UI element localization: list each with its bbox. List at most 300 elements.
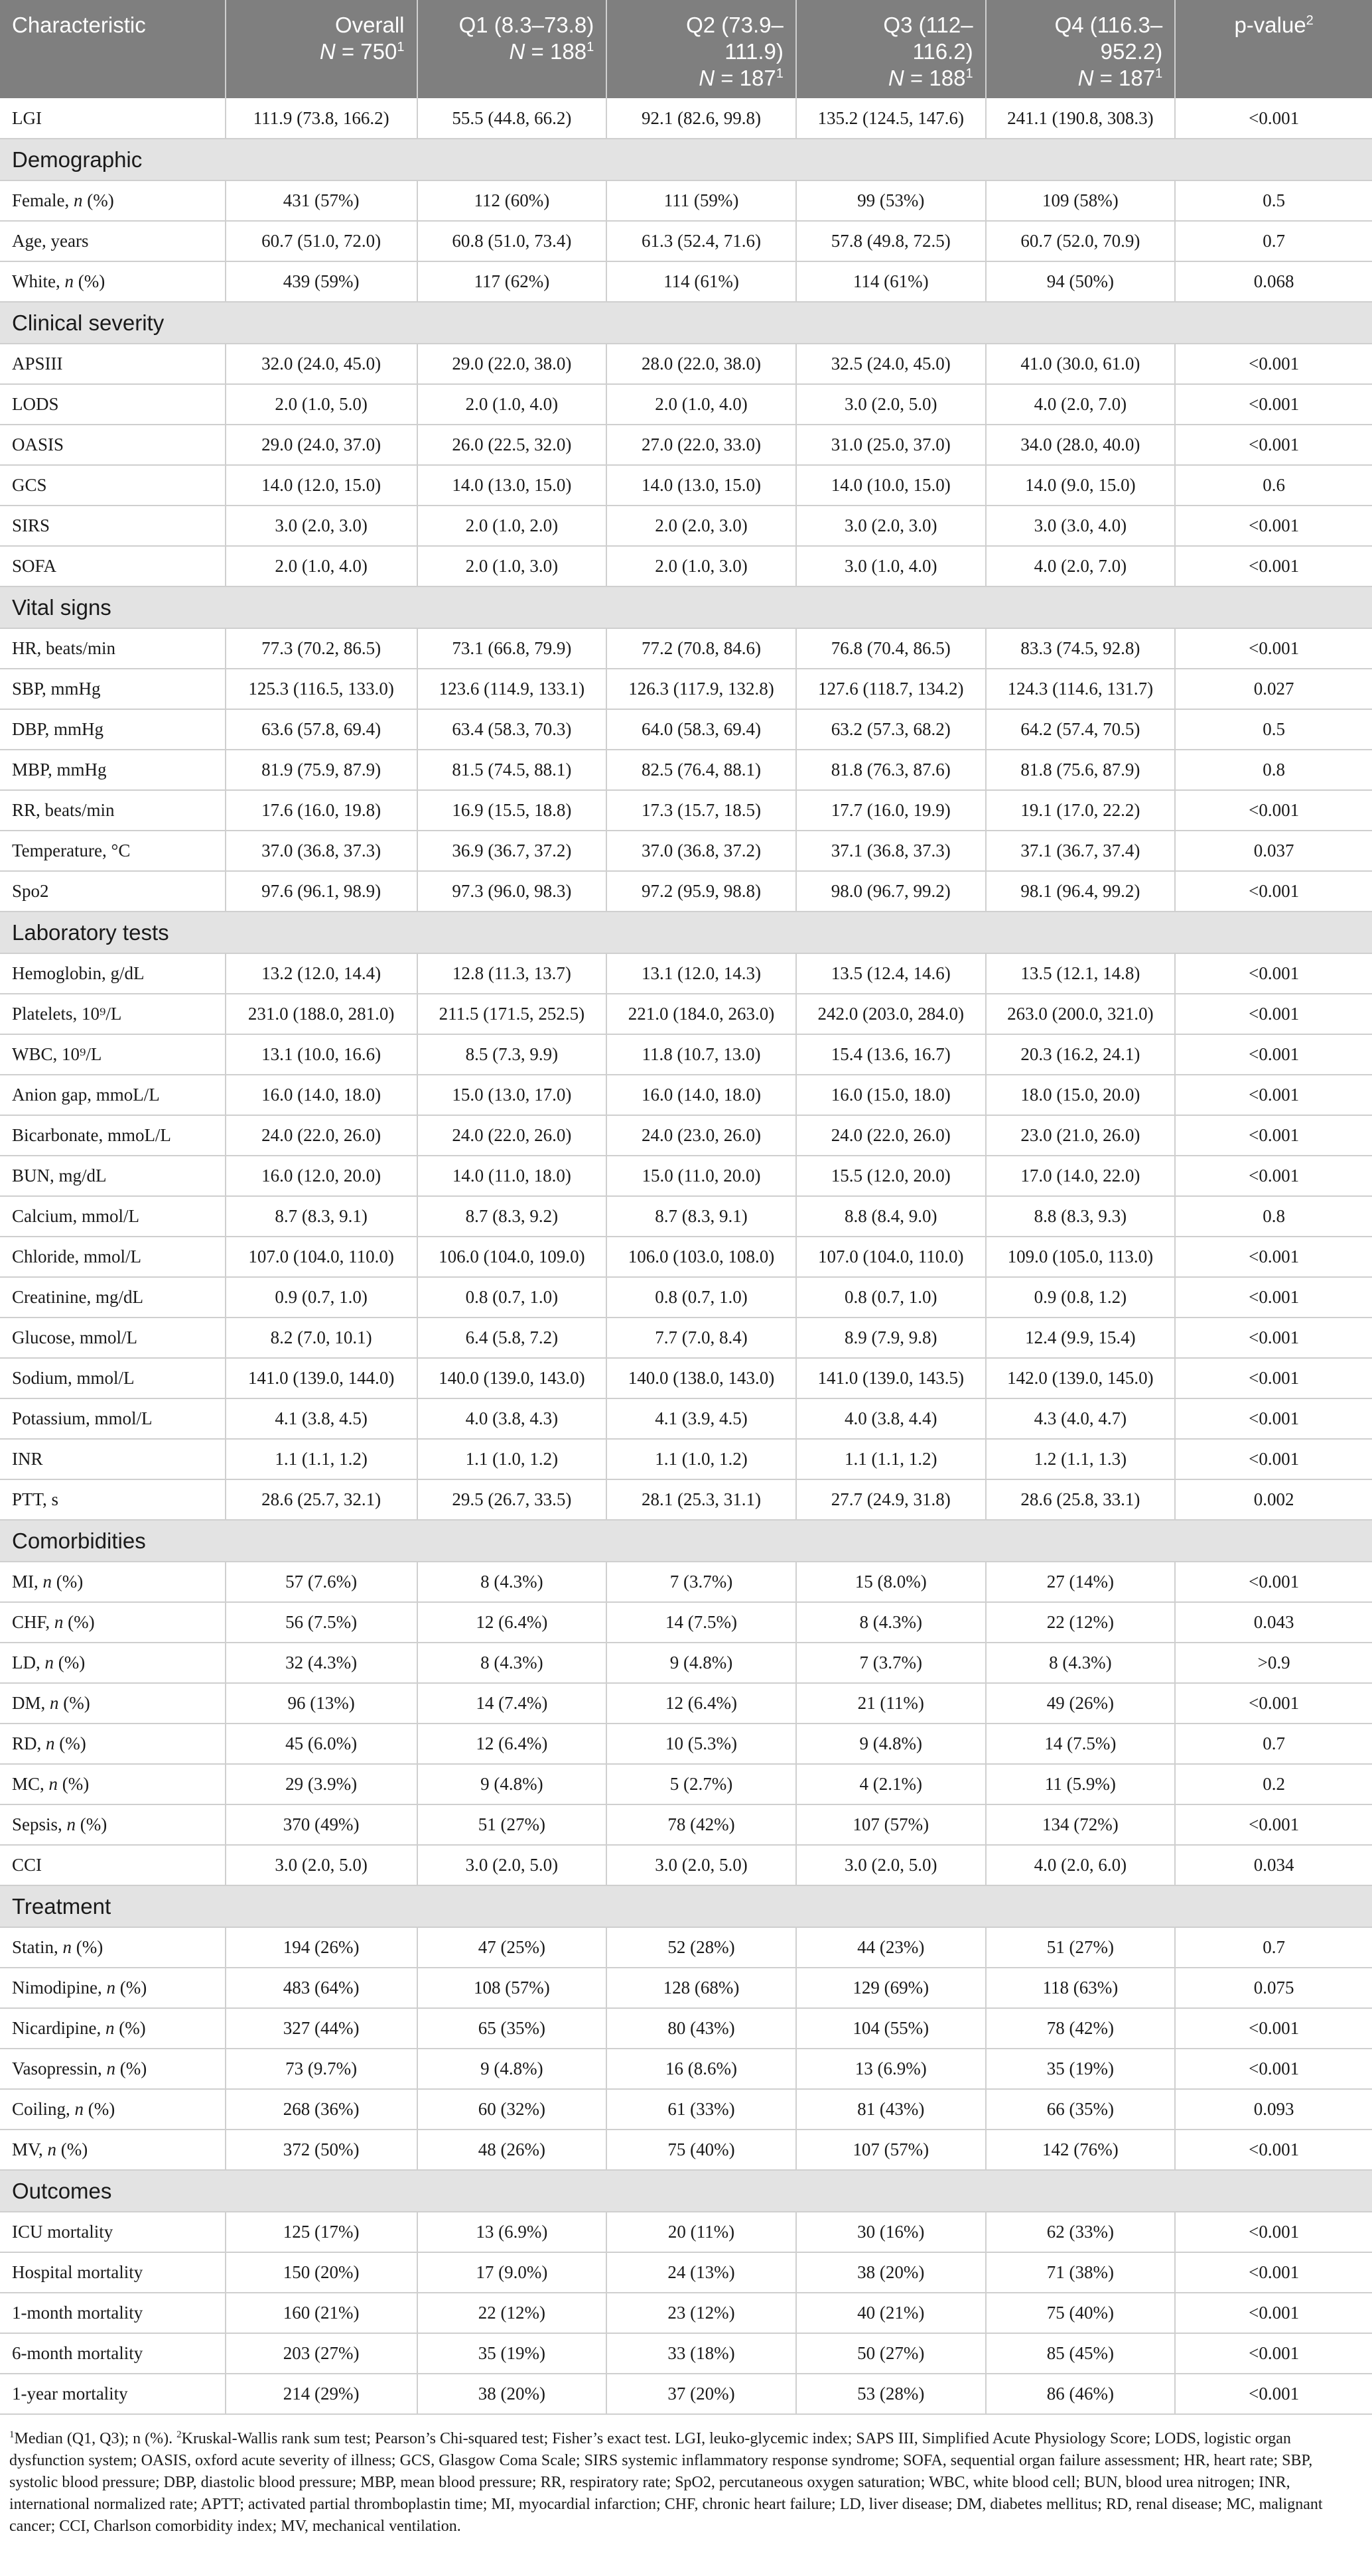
value-cell: 55.5 (44.8, 66.2) — [417, 98, 607, 139]
table-row — [0, 1115, 1372, 1156]
value-cell: 78 (42%) — [606, 1804, 796, 1845]
value-cell: 241.1 (190.8, 308.3) — [986, 98, 1176, 139]
value-cell: 22 (12%) — [986, 1602, 1176, 1643]
value-cell: 63.2 (57.3, 68.2) — [796, 709, 986, 750]
row-label: Glucose, mmol/L — [0, 1318, 226, 1358]
value-cell: 96 (13%) — [226, 1683, 417, 1724]
value-cell: 27.0 (22.0, 33.0) — [606, 425, 796, 465]
p-value-cell: <0.001 — [1175, 1034, 1372, 1075]
row-label: Hemoglobin, g/dL — [0, 953, 226, 994]
value-cell: 140.0 (139.0, 143.0) — [417, 1358, 607, 1398]
p-value-cell: 0.7 — [1175, 1927, 1372, 1968]
footnote-marker-1: 1 — [9, 2429, 15, 2440]
value-cell: 99 (53%) — [796, 180, 986, 221]
value-cell: 141.0 (139.0, 144.0) — [226, 1358, 417, 1398]
p-value-cell: <0.001 — [1175, 2333, 1372, 2374]
value-cell: 40 (21%) — [796, 2293, 986, 2333]
value-cell: 73 (9.7%) — [226, 2049, 417, 2089]
value-cell: 62 (33%) — [986, 2212, 1176, 2252]
value-cell: 98.0 (96.7, 99.2) — [796, 871, 986, 912]
p-value-cell: <0.001 — [1175, 1439, 1372, 1479]
value-cell: 211.5 (171.5, 252.5) — [417, 994, 607, 1034]
value-cell: 242.0 (203.0, 284.0) — [796, 994, 986, 1034]
value-cell: 35 (19%) — [417, 2333, 607, 2374]
p-value-cell: <0.001 — [1175, 1075, 1372, 1115]
p-value-cell: <0.001 — [1175, 1115, 1372, 1156]
table-row — [0, 261, 1372, 302]
header-cell — [606, 0, 796, 98]
table-row — [0, 2374, 1372, 2414]
row-label: Vasopressin, n (%) — [0, 2049, 226, 2089]
value-cell: 30 (16%) — [796, 2212, 986, 2252]
value-cell: 41.0 (30.0, 61.0) — [986, 344, 1176, 384]
p-value-cell: 0.2 — [1175, 1764, 1372, 1804]
value-cell: 4.1 (3.8, 4.5) — [226, 1398, 417, 1439]
value-cell: 57 (7.6%) — [226, 1562, 417, 1602]
value-cell: 20.3 (16.2, 24.1) — [986, 1034, 1176, 1075]
p-value-cell: <0.001 — [1175, 2049, 1372, 2089]
row-label: MV, n (%) — [0, 2130, 226, 2170]
value-cell: 3.0 (2.0, 3.0) — [226, 506, 417, 546]
value-cell: 1.1 (1.0, 1.2) — [417, 1439, 607, 1479]
value-cell: 13 (6.9%) — [417, 2212, 607, 2252]
row-label: Temperature, °C — [0, 831, 226, 871]
header-footnote-marker: 1 — [586, 40, 594, 54]
row-label: RR, beats/min — [0, 790, 226, 831]
table-row — [0, 98, 1372, 139]
p-value-cell: 0.043 — [1175, 1602, 1372, 1643]
value-cell: 77.3 (70.2, 86.5) — [226, 628, 417, 669]
p-value-cell: 0.5 — [1175, 180, 1372, 221]
value-cell: 50 (27%) — [796, 2333, 986, 2374]
value-cell: 134 (72%) — [986, 1804, 1176, 1845]
value-cell: 17.7 (16.0, 19.9) — [796, 790, 986, 831]
section-label: Laboratory tests — [0, 912, 1372, 953]
section-label: Vital signs — [0, 586, 1372, 628]
row-label: Anion gap, mmoL/L — [0, 1075, 226, 1115]
value-cell: 106.0 (103.0, 108.0) — [606, 1237, 796, 1277]
section-row — [0, 912, 1372, 953]
value-cell: 44 (23%) — [796, 1927, 986, 1968]
row-label: 1-month mortality — [0, 2293, 226, 2333]
value-cell: 28.0 (22.0, 38.0) — [606, 344, 796, 384]
value-cell: 194 (26%) — [226, 1927, 417, 1968]
p-value-cell: <0.001 — [1175, 871, 1372, 912]
table-row — [0, 1277, 1372, 1318]
table-row — [0, 1927, 1372, 1968]
value-cell: 19.1 (17.0, 22.2) — [986, 790, 1176, 831]
value-cell: 4.3 (4.0, 4.7) — [986, 1398, 1176, 1439]
value-cell: 5 (2.7%) — [606, 1764, 796, 1804]
value-cell: 29.0 (24.0, 37.0) — [226, 425, 417, 465]
value-cell: 14.0 (13.0, 15.0) — [606, 465, 796, 506]
value-cell: 28.6 (25.8, 33.1) — [986, 1479, 1176, 1520]
value-cell: 114 (61%) — [796, 261, 986, 302]
value-cell: 141.0 (139.0, 143.5) — [796, 1358, 986, 1398]
header-line-1: Q1 (8.3–73.8) — [458, 13, 594, 37]
section-row — [0, 2170, 1372, 2212]
row-label: MC, n (%) — [0, 1764, 226, 1804]
value-cell: 27.7 (24.9, 31.8) — [796, 1479, 986, 1520]
value-cell: 29.0 (22.0, 38.0) — [417, 344, 607, 384]
value-cell: 49 (26%) — [986, 1683, 1176, 1724]
value-cell: 92.1 (82.6, 99.8) — [606, 98, 796, 139]
value-cell: 33 (18%) — [606, 2333, 796, 2374]
value-cell: 125.3 (116.5, 133.0) — [226, 669, 417, 709]
value-cell: 2.0 (2.0, 3.0) — [606, 506, 796, 546]
value-cell: 268 (36%) — [226, 2089, 417, 2130]
value-cell: 14 (7.5%) — [606, 1602, 796, 1643]
value-cell: 15.0 (11.0, 20.0) — [606, 1156, 796, 1196]
value-cell: 14.0 (11.0, 18.0) — [417, 1156, 607, 1196]
value-cell: 11.8 (10.7, 13.0) — [606, 1034, 796, 1075]
section-row — [0, 1885, 1372, 1927]
value-cell: 3.0 (2.0, 5.0) — [796, 1845, 986, 1885]
value-cell: 150 (20%) — [226, 2252, 417, 2293]
table-row — [0, 1643, 1372, 1683]
row-label: LGI — [0, 98, 226, 139]
section-row — [0, 586, 1372, 628]
value-cell: 10 (5.3%) — [606, 1724, 796, 1764]
p-value-cell: <0.001 — [1175, 2252, 1372, 2293]
value-cell: 86 (46%) — [986, 2374, 1176, 2414]
table-row — [0, 2212, 1372, 2252]
table-row — [0, 2130, 1372, 2170]
p-value-cell: 0.002 — [1175, 1479, 1372, 1520]
value-cell: 117 (62%) — [417, 261, 607, 302]
section-row — [0, 139, 1372, 180]
value-cell: 28.6 (25.7, 32.1) — [226, 1479, 417, 1520]
value-cell: 80 (43%) — [606, 2008, 796, 2049]
value-cell: 0.8 (0.7, 1.0) — [606, 1277, 796, 1318]
value-cell: 3.0 (3.0, 4.0) — [986, 506, 1176, 546]
value-cell: 14.0 (13.0, 15.0) — [417, 465, 607, 506]
row-label: CCI — [0, 1845, 226, 1885]
value-cell: 9 (4.8%) — [417, 1764, 607, 1804]
row-label: Hospital mortality — [0, 2252, 226, 2293]
table-row — [0, 750, 1372, 790]
value-cell: 53 (28%) — [796, 2374, 986, 2414]
value-cell: 1.1 (1.1, 1.2) — [226, 1439, 417, 1479]
row-label: SIRS — [0, 506, 226, 546]
value-cell: 4.0 (2.0, 6.0) — [986, 1845, 1176, 1885]
row-label: White, n (%) — [0, 261, 226, 302]
value-cell: 104 (55%) — [796, 2008, 986, 2049]
value-cell: 118 (63%) — [986, 1968, 1176, 2008]
value-cell: 8.7 (8.3, 9.2) — [417, 1196, 607, 1237]
table-row — [0, 1034, 1372, 1075]
value-cell: 12.4 (9.9, 15.4) — [986, 1318, 1176, 1358]
value-cell: 73.1 (66.8, 79.9) — [417, 628, 607, 669]
row-label: PTT, s — [0, 1479, 226, 1520]
row-label: DM, n (%) — [0, 1683, 226, 1724]
value-cell: 1.1 (1.0, 1.2) — [606, 1439, 796, 1479]
value-cell: 15.4 (13.6, 16.7) — [796, 1034, 986, 1075]
p-value-cell: 0.8 — [1175, 1196, 1372, 1237]
p-value-cell: <0.001 — [1175, 1358, 1372, 1398]
table-row — [0, 2089, 1372, 2130]
value-cell: 9 (4.8%) — [417, 2049, 607, 2089]
p-value-cell: 0.068 — [1175, 261, 1372, 302]
header-line-3: N = 187 — [699, 66, 776, 90]
table-row — [0, 1398, 1372, 1439]
value-cell: 51 (27%) — [986, 1927, 1176, 1968]
value-cell: 97.3 (96.0, 98.3) — [417, 871, 607, 912]
value-cell: 38 (20%) — [417, 2374, 607, 2414]
row-label: Statin, n (%) — [0, 1927, 226, 1968]
value-cell: 2.0 (1.0, 5.0) — [226, 384, 417, 425]
value-cell: 231.0 (188.0, 281.0) — [226, 994, 417, 1034]
value-cell: 71 (38%) — [986, 2252, 1176, 2293]
value-cell: 1.1 (1.1, 1.2) — [796, 1439, 986, 1479]
value-cell: 16.0 (12.0, 20.0) — [226, 1156, 417, 1196]
p-value-cell: <0.001 — [1175, 1318, 1372, 1358]
value-cell: 142.0 (139.0, 145.0) — [986, 1358, 1176, 1398]
p-value-cell: <0.001 — [1175, 1237, 1372, 1277]
value-cell: 37.1 (36.7, 37.4) — [986, 831, 1176, 871]
p-value-cell: <0.001 — [1175, 384, 1372, 425]
p-value-cell: <0.001 — [1175, 2008, 1372, 2049]
value-cell: 16.0 (14.0, 18.0) — [226, 1075, 417, 1115]
p-value-cell: >0.9 — [1175, 1643, 1372, 1683]
value-cell: 36.9 (36.7, 37.2) — [417, 831, 607, 871]
value-cell: 14 (7.4%) — [417, 1683, 607, 1724]
header-footnote-marker: 1 — [397, 40, 405, 54]
p-value-cell: 0.034 — [1175, 1845, 1372, 1885]
header-footnote-marker: 1 — [965, 66, 973, 81]
value-cell: 47 (25%) — [417, 1927, 607, 1968]
value-cell: 14.0 (10.0, 15.0) — [796, 465, 986, 506]
row-label: MI, n (%) — [0, 1562, 226, 1602]
p-value-cell: 0.8 — [1175, 750, 1372, 790]
value-cell: 4.0 (2.0, 7.0) — [986, 546, 1176, 586]
value-cell: 109.0 (105.0, 113.0) — [986, 1237, 1176, 1277]
p-value-cell: <0.001 — [1175, 994, 1372, 1034]
value-cell: 28.1 (25.3, 31.1) — [606, 1479, 796, 1520]
section-label: Demographic — [0, 139, 1372, 180]
table-row — [0, 953, 1372, 994]
value-cell: 114 (61%) — [606, 261, 796, 302]
value-cell: 111 (59%) — [606, 180, 796, 221]
row-label: Potassium, mmol/L — [0, 1398, 226, 1439]
row-label: Age, years — [0, 221, 226, 261]
value-cell: 60.7 (51.0, 72.0) — [226, 221, 417, 261]
table-row — [0, 546, 1372, 586]
value-cell: 8.2 (7.0, 10.1) — [226, 1318, 417, 1358]
header-cell — [1175, 0, 1372, 98]
p-value-cell: 0.027 — [1175, 669, 1372, 709]
section-label: Outcomes — [0, 2170, 1372, 2212]
value-cell: 16.0 (15.0, 18.0) — [796, 1075, 986, 1115]
value-cell: 97.6 (96.1, 98.9) — [226, 871, 417, 912]
value-cell: 24 (13%) — [606, 2252, 796, 2293]
row-label: MBP, mmHg — [0, 750, 226, 790]
value-cell: 3.0 (1.0, 4.0) — [796, 546, 986, 586]
value-cell: 37.0 (36.8, 37.2) — [606, 831, 796, 871]
value-cell: 107 (57%) — [796, 1804, 986, 1845]
value-cell: 32.5 (24.0, 45.0) — [796, 344, 986, 384]
value-cell: 0.8 (0.7, 1.0) — [417, 1277, 607, 1318]
value-cell: 8 (4.3%) — [986, 1643, 1176, 1683]
value-cell: 24.0 (22.0, 26.0) — [796, 1115, 986, 1156]
value-cell: 17.6 (16.0, 19.8) — [226, 790, 417, 831]
value-cell: 18.0 (15.0, 20.0) — [986, 1075, 1176, 1115]
table-row — [0, 831, 1372, 871]
value-cell: 129 (69%) — [796, 1968, 986, 2008]
p-value-cell: <0.001 — [1175, 790, 1372, 831]
value-cell: 13.1 (12.0, 14.3) — [606, 953, 796, 994]
value-cell: 263.0 (200.0, 321.0) — [986, 994, 1176, 1034]
row-label: CHF, n (%) — [0, 1602, 226, 1643]
value-cell: 16.0 (14.0, 18.0) — [606, 1075, 796, 1115]
value-cell: 8.8 (8.3, 9.3) — [986, 1196, 1176, 1237]
value-cell: 37 (20%) — [606, 2374, 796, 2414]
value-cell: 81.8 (76.3, 87.6) — [796, 750, 986, 790]
value-cell: 60.7 (52.0, 70.9) — [986, 221, 1176, 261]
value-cell: 13.5 (12.4, 14.6) — [796, 953, 986, 994]
value-cell: 24.0 (22.0, 26.0) — [417, 1115, 607, 1156]
value-cell: 94 (50%) — [986, 261, 1176, 302]
value-cell: 4.0 (3.8, 4.4) — [796, 1398, 986, 1439]
value-cell: 63.4 (58.3, 70.3) — [417, 709, 607, 750]
row-label: SBP, mmHg — [0, 669, 226, 709]
value-cell: 372 (50%) — [226, 2130, 417, 2170]
row-label: BUN, mg/dL — [0, 1156, 226, 1196]
table-body — [0, 98, 1372, 2414]
table-row — [0, 2008, 1372, 2049]
value-cell: 126.3 (117.9, 132.8) — [606, 669, 796, 709]
table-row — [0, 1845, 1372, 1885]
header-line-2: 116.2) — [912, 39, 973, 64]
value-cell: 370 (49%) — [226, 1804, 417, 1845]
row-label: Bicarbonate, mmoL/L — [0, 1115, 226, 1156]
row-label: Chloride, mmol/L — [0, 1237, 226, 1277]
value-cell: 2.0 (1.0, 3.0) — [606, 546, 796, 586]
value-cell: 20 (11%) — [606, 2212, 796, 2252]
value-cell: 203 (27%) — [226, 2333, 417, 2374]
value-cell: 8 (4.3%) — [417, 1643, 607, 1683]
value-cell: 9 (4.8%) — [606, 1643, 796, 1683]
table-row — [0, 628, 1372, 669]
value-cell: 22 (12%) — [417, 2293, 607, 2333]
value-cell: 65 (35%) — [417, 2008, 607, 2049]
table-row — [0, 425, 1372, 465]
value-cell: 29 (3.9%) — [226, 1764, 417, 1804]
value-cell: 17.0 (14.0, 22.0) — [986, 1156, 1176, 1196]
table-row — [0, 344, 1372, 384]
p-value-cell: <0.001 — [1175, 546, 1372, 586]
value-cell: 24.0 (22.0, 26.0) — [226, 1115, 417, 1156]
value-cell: 66 (35%) — [986, 2089, 1176, 2130]
value-cell: 128 (68%) — [606, 1968, 796, 2008]
value-cell: 37.0 (36.8, 37.3) — [226, 831, 417, 871]
header-line-1: Overall — [334, 13, 405, 37]
footnote-text-1: Median (Q1, Q3); n (%). — [14, 2430, 177, 2447]
value-cell: 15 (8.0%) — [796, 1562, 986, 1602]
table-row — [0, 871, 1372, 912]
value-cell: 81.9 (75.9, 87.9) — [226, 750, 417, 790]
value-cell: 2.0 (1.0, 4.0) — [417, 384, 607, 425]
value-cell: 112 (60%) — [417, 180, 607, 221]
section-row — [0, 1520, 1372, 1562]
table-row — [0, 1075, 1372, 1115]
value-cell: 27 (14%) — [986, 1562, 1176, 1602]
table-row — [0, 2293, 1372, 2333]
value-cell: 82.5 (76.4, 88.1) — [606, 750, 796, 790]
row-label: ICU mortality — [0, 2212, 226, 2252]
value-cell: 2.0 (1.0, 4.0) — [226, 546, 417, 586]
table-row — [0, 1196, 1372, 1237]
table-row — [0, 1683, 1372, 1724]
value-cell: 15.5 (12.0, 20.0) — [796, 1156, 986, 1196]
value-cell: 12 (6.4%) — [606, 1683, 796, 1724]
header-line-1: Q4 (116.3– — [1054, 13, 1163, 37]
value-cell: 7 (3.7%) — [796, 1643, 986, 1683]
value-cell: 38 (20%) — [796, 2252, 986, 2293]
p-value-cell: <0.001 — [1175, 1562, 1372, 1602]
value-cell: 34.0 (28.0, 40.0) — [986, 425, 1176, 465]
value-cell: 9 (4.8%) — [796, 1724, 986, 1764]
header-line-1: Characteristic — [12, 13, 146, 37]
section-label: Treatment — [0, 1885, 1372, 1927]
table-row — [0, 2333, 1372, 2374]
value-cell: 111.9 (73.8, 166.2) — [226, 98, 417, 139]
value-cell: 107.0 (104.0, 110.0) — [796, 1237, 986, 1277]
value-cell: 77.2 (70.8, 84.6) — [606, 628, 796, 669]
header-cell — [226, 0, 417, 98]
table-row — [0, 1358, 1372, 1398]
table-row — [0, 1156, 1372, 1196]
value-cell: 1.2 (1.1, 1.3) — [986, 1439, 1176, 1479]
header-cell — [796, 0, 986, 98]
p-value-cell: <0.001 — [1175, 2374, 1372, 2414]
table-row — [0, 669, 1372, 709]
value-cell: 12.8 (11.3, 13.7) — [417, 953, 607, 994]
value-cell: 21 (11%) — [796, 1683, 986, 1724]
header-cell — [0, 0, 226, 98]
value-cell: 8.7 (8.3, 9.1) — [606, 1196, 796, 1237]
p-value-cell: 0.7 — [1175, 1724, 1372, 1764]
value-cell: 51 (27%) — [417, 1804, 607, 1845]
value-cell: 75 (40%) — [986, 2293, 1176, 2333]
p-value-cell: 0.093 — [1175, 2089, 1372, 2130]
value-cell: 56 (7.5%) — [226, 1602, 417, 1643]
value-cell: 15.0 (13.0, 17.0) — [417, 1075, 607, 1115]
value-cell: 23 (12%) — [606, 2293, 796, 2333]
value-cell: 37.1 (36.8, 37.3) — [796, 831, 986, 871]
p-value-cell: <0.001 — [1175, 98, 1372, 139]
value-cell: 29.5 (26.7, 33.5) — [417, 1479, 607, 1520]
value-cell: 3.0 (2.0, 3.0) — [796, 506, 986, 546]
value-cell: 60.8 (51.0, 73.4) — [417, 221, 607, 261]
header-footnote-marker: 2 — [1306, 13, 1314, 28]
header-line-2: N = 188 — [509, 39, 587, 64]
value-cell: 83.3 (74.5, 92.8) — [986, 628, 1176, 669]
value-cell: 8.5 (7.3, 9.9) — [417, 1034, 607, 1075]
row-label: Creatinine, mg/dL — [0, 1277, 226, 1318]
table-header — [0, 0, 1372, 98]
value-cell: 7 (3.7%) — [606, 1562, 796, 1602]
row-label: RD, n (%) — [0, 1724, 226, 1764]
value-cell: 140.0 (138.0, 143.0) — [606, 1358, 796, 1398]
value-cell: 16.9 (15.5, 18.8) — [417, 790, 607, 831]
value-cell: 52 (28%) — [606, 1927, 796, 1968]
header-cell — [417, 0, 607, 98]
section-label: Comorbidities — [0, 1520, 1372, 1562]
row-label: WBC, 10⁹/L — [0, 1034, 226, 1075]
p-value-cell: <0.001 — [1175, 2130, 1372, 2170]
p-value-cell: 0.7 — [1175, 221, 1372, 261]
